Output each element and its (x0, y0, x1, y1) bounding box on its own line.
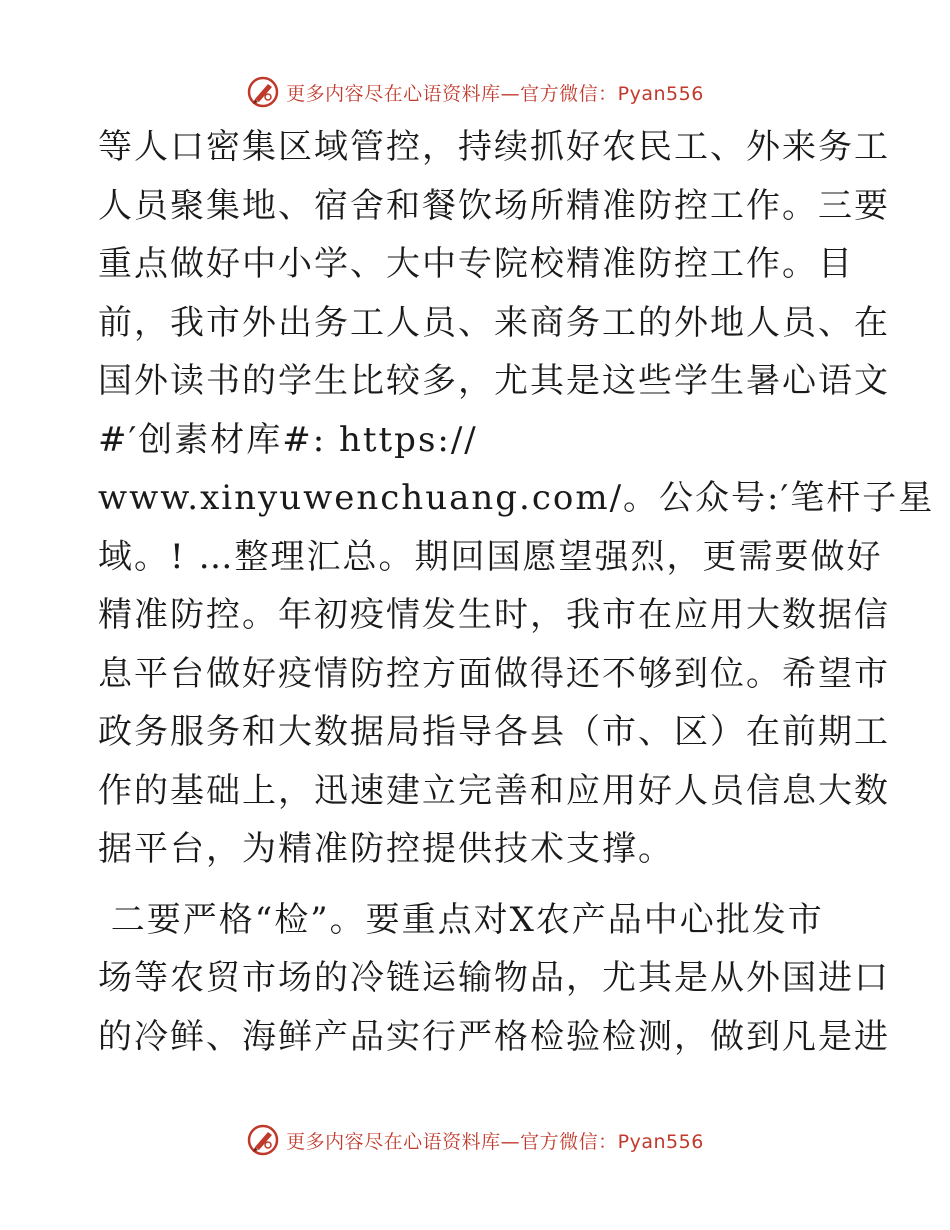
text-line: 精准防控。年初疫情发生时，我市在应用大数据信 (98, 595, 890, 635)
quill-pen-seal-icon (246, 75, 280, 109)
watermark-text: 更多内容尽在心语资料库—官方微信：Pyan556 (286, 1130, 704, 1153)
text-line: 二要严格“检”。要重点对X农产品中心批发市 (98, 899, 824, 940)
header-watermark (0, 72, 950, 112)
text-line: 重点做好中小学、大中专院校精准防控工作。目 (98, 244, 854, 284)
text-line: www.xinyuwenchuang.com/。公众号:′笔杆子星 (98, 478, 935, 518)
text-line: 人员聚集地、宿舍和餐饮场所精准防控工作。三要 (98, 185, 890, 226)
text-line: 息平台做好疫情防控方面做得还不够到位。希望市 (98, 653, 890, 694)
quill-pen-seal-icon (246, 1123, 280, 1157)
footer-watermark (0, 1120, 950, 1160)
paragraph (98, 891, 890, 1067)
text-line: 场等农贸市场的冷链运输物品，尤其是从外国进口 (98, 958, 890, 998)
text-line: 作的基础上，迅速建立完善和应用好人员信息大数 (98, 770, 890, 811)
text-line: 国外读书的学生比较多，尤其是这些学生暑心语文 (98, 361, 890, 401)
text-line: #′创素材库#: https:// (98, 419, 478, 460)
watermark-text: 更多内容尽在心语资料库—官方微信：Pyan556 (286, 82, 704, 105)
text-line: 据平台，为精准防控提供技术支撑。 (98, 829, 674, 869)
text-line: 前，我市外出务工人员、来商务工的外地人员、在 (98, 302, 890, 343)
text-line: 的冷鲜、海鲜产品实行严格检验检测，做到凡是进 (98, 1016, 890, 1057)
document-body (98, 118, 935, 1066)
text-line: 等人口密集区域管控，持续抓好农民工、外来务工 (98, 127, 890, 167)
paragraph (98, 118, 935, 879)
text-line: 政务服务和大数据局指导各县（市、区）在前期工 (98, 712, 890, 752)
text-line: 域。! …整理汇总。期回国愿望强烈，更需要做好 (98, 536, 883, 577)
